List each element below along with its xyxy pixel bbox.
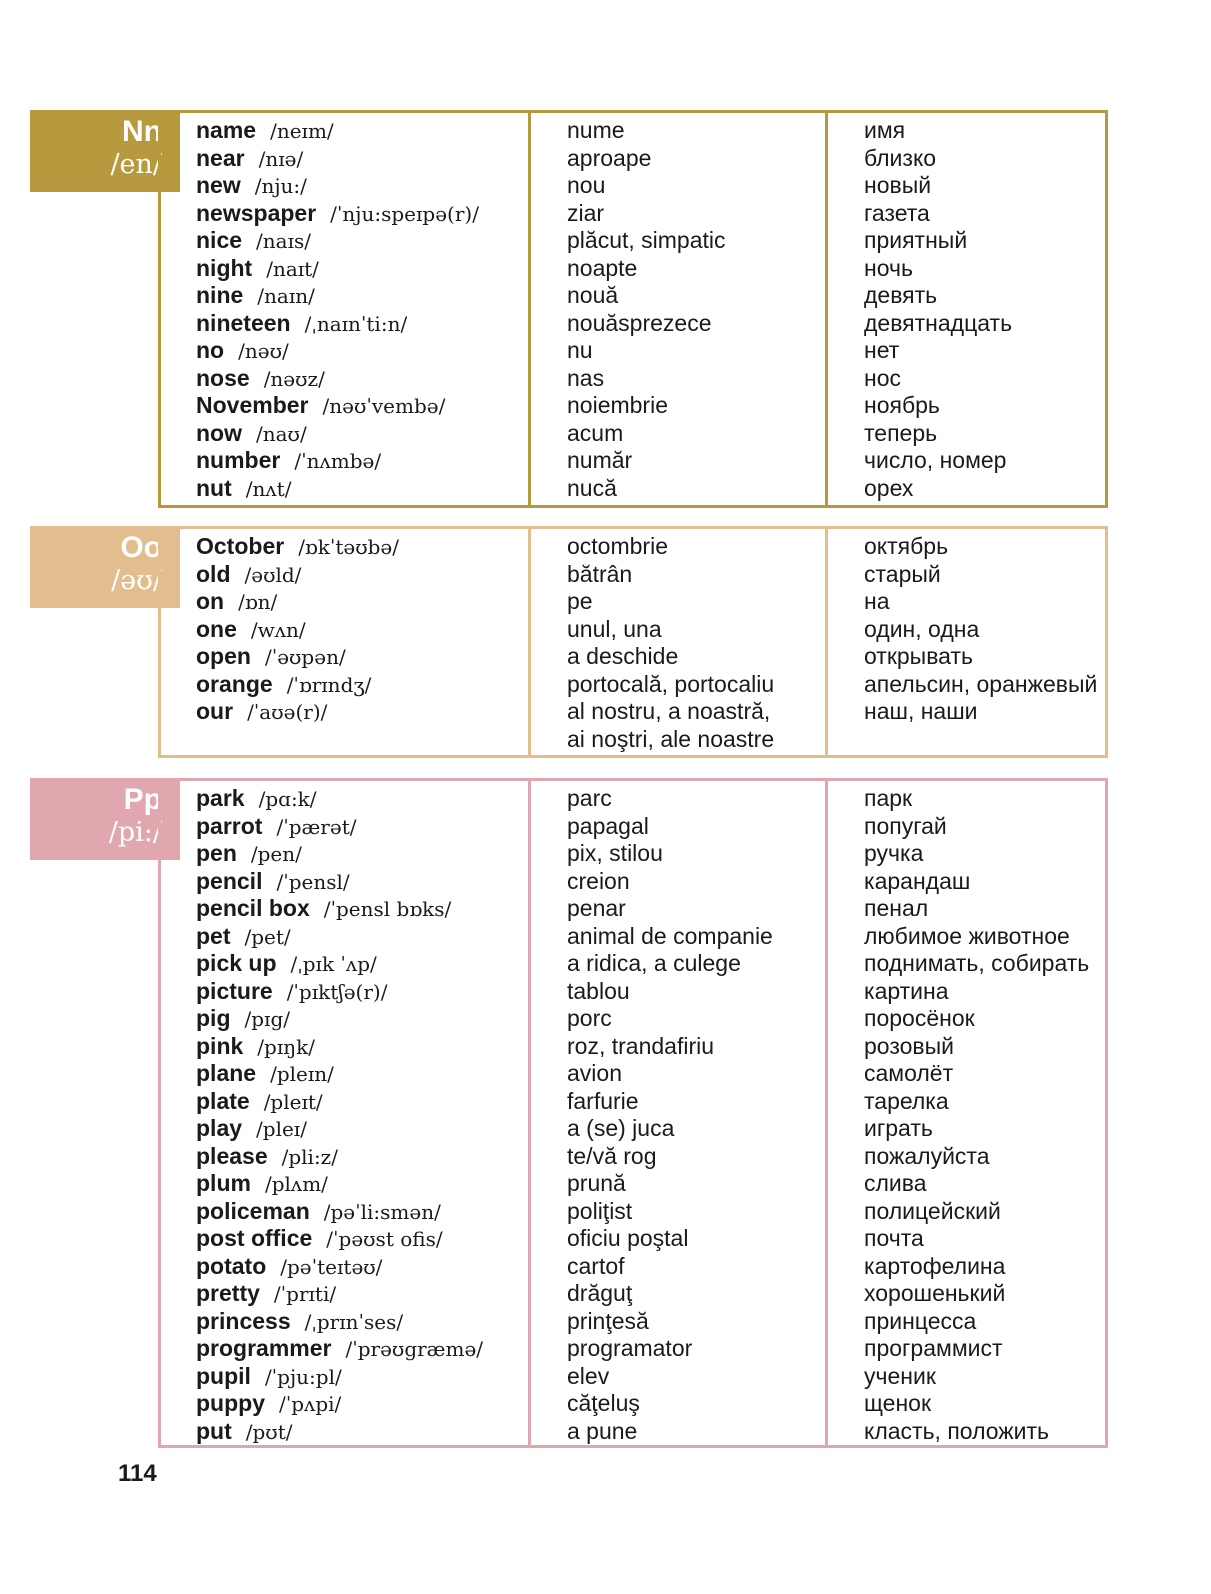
entry-transcription: /nəʊ/: [238, 339, 289, 363]
russian-translation: теперь: [864, 419, 938, 446]
russian-translation: октябрь: [864, 533, 949, 559]
english-entry: [196, 1280, 528, 1308]
russian-translation: принцесса: [864, 1307, 977, 1334]
entry-transcription: /nəʊz/: [263, 366, 325, 391]
english-entry: [196, 1060, 528, 1088]
letter-pronunciation: /en/: [110, 149, 162, 180]
romanian-translation: aproape: [567, 144, 652, 171]
entry-word: plane: [196, 1060, 257, 1086]
letter-pronunciation: /pi:/: [108, 817, 162, 848]
entry-word: programmer: [196, 1335, 332, 1361]
entry-transcription: /ˌnaɪnˈti:n/: [304, 311, 408, 336]
entry-word: put: [196, 1417, 232, 1444]
english-entry: [196, 616, 528, 644]
russian-translation: ручка: [864, 840, 924, 866]
entry-transcription: /pɪg/: [244, 1007, 290, 1031]
romanian-translation: ziar: [567, 199, 605, 226]
entry-transcription: /pet/: [244, 924, 291, 949]
entry-word: pencil: [196, 867, 263, 894]
romanian-translation: creion: [567, 867, 630, 894]
romanian-translation: nume: [567, 117, 625, 143]
entry-word: night: [196, 254, 253, 281]
entry-transcription: /ˈpju:pl/: [264, 1364, 342, 1389]
entry-word: near: [196, 144, 245, 171]
russian-translation: любимое животное: [864, 922, 1070, 949]
entry-transcription: /ˈɒrɪndʒ/: [286, 672, 372, 697]
entry-word: one: [196, 615, 237, 642]
english-entry: [196, 1143, 528, 1171]
entry-word: pretty: [196, 1280, 260, 1306]
entry-transcription: /ˈpəʊst ofis/: [326, 1227, 443, 1251]
entry-word: November: [196, 392, 309, 418]
entry-word: no: [196, 337, 225, 363]
entry-word: please: [196, 1142, 268, 1169]
english-entry: [196, 643, 528, 671]
russian-translation: ученик: [864, 1362, 936, 1389]
english-entry: [196, 1253, 528, 1281]
romanian-translation: a (se) juca: [567, 1115, 675, 1141]
entry-word: puppy: [196, 1390, 265, 1416]
english-entry: [196, 895, 528, 923]
romanian-translation: nouăsprezece: [567, 309, 712, 336]
romanian-translation: cartof: [567, 1252, 625, 1279]
entry-transcription: /pleɪt/: [263, 1089, 323, 1114]
english-entry: [196, 310, 528, 338]
english-entry: [196, 1170, 528, 1198]
russian-translation: почта: [864, 1225, 924, 1251]
entry-word: post office: [196, 1225, 313, 1251]
entry-transcription: /plʌm/: [264, 1172, 328, 1196]
english-entry: [196, 145, 528, 173]
entry-word: nineteen: [196, 309, 291, 336]
romanian-translation: oficiu poştal: [567, 1225, 689, 1251]
english-entry: [196, 1088, 528, 1116]
entry-word: our: [196, 698, 234, 724]
entry-transcription: /ˌpɪk ˈʌp/: [290, 952, 377, 976]
entry-transcription: /pəˈteɪtəʊ/: [280, 1254, 383, 1279]
russian-translation: слива: [864, 1170, 927, 1196]
entry-transcription: /ˈprəʊgræmə/: [345, 1337, 484, 1361]
russian-translation: апельсин, оранжевый: [864, 670, 1098, 697]
russian-translation: ноябрь: [864, 392, 940, 418]
romanian-translation: a ridica, a culege: [567, 950, 741, 976]
english-entry: [196, 785, 528, 813]
english-entry: [196, 1005, 528, 1033]
romanian-translation: poliţist: [567, 1197, 633, 1224]
romanian-translation: nou: [567, 172, 606, 198]
entry-transcription: /ˈpærət/: [276, 814, 357, 839]
entry-word: parrot: [196, 812, 263, 839]
russian-translation: нос: [864, 364, 901, 391]
entry-transcription: /ˈpʌpi/: [279, 1392, 342, 1416]
romanian-translation: al nostru, a noastră,: [567, 698, 771, 724]
romanian-translation: prinţesă: [567, 1307, 649, 1334]
entry-transcription: /nju:/: [254, 174, 307, 198]
entry-transcription: /ˈprɪti/: [273, 1282, 337, 1306]
english-entry: [196, 1115, 528, 1143]
english-entry: [196, 588, 528, 616]
entry-transcription: /ˈnʌmbə/: [294, 449, 382, 473]
romanian-translation: farfurie: [567, 1087, 639, 1114]
russian-translation: пожалуйста: [864, 1142, 990, 1169]
english-entry: [196, 1198, 528, 1226]
romanian-translation: porc: [567, 1005, 612, 1031]
english-entry: [196, 1308, 528, 1336]
english-entry: [196, 1363, 528, 1391]
romanian-translation: număr: [567, 447, 633, 473]
romanian-translation: parc: [567, 785, 612, 811]
entry-transcription: /ˈpɪktʃə(r)/: [286, 979, 388, 1004]
russian-translation: хорошенький: [864, 1280, 1006, 1306]
romanian-column: [528, 781, 825, 1445]
english-entry: [196, 1225, 528, 1253]
english-entry: [196, 1033, 528, 1061]
romanian-translation: papagal: [567, 812, 649, 839]
letter-pronunciation: /əʊ/: [111, 565, 162, 596]
romanian-translation: nouă: [567, 282, 619, 308]
romanian-translation: octombrie: [567, 533, 668, 559]
page-number: 114: [118, 1460, 157, 1487]
entry-word: October: [196, 533, 285, 559]
russian-column: [825, 529, 1105, 755]
entry-transcription: /ˈəʊpən/: [264, 645, 346, 669]
russian-translation: один, одна: [864, 615, 980, 642]
letter-heading: Oo: [120, 531, 162, 564]
romanian-translation: animal de companie: [567, 922, 773, 949]
russian-translation: класть, положить: [864, 1417, 1050, 1444]
english-entry: [196, 978, 528, 1006]
russian-translation: орех: [864, 474, 914, 501]
entry-word: plum: [196, 1170, 251, 1196]
russian-translation: полицейский: [864, 1197, 1001, 1224]
entry-transcription: /nəʊˈvembə/: [322, 394, 446, 418]
entry-transcription: /pəˈli:smən/: [323, 1199, 441, 1224]
russian-translation: попугай: [864, 812, 947, 839]
english-entry: [196, 282, 528, 310]
russian-translation: щенок: [864, 1390, 932, 1416]
entry-transcription: /pʊt/: [245, 1419, 293, 1444]
english-column: [161, 113, 528, 505]
entry-transcription: /əʊld/: [244, 562, 302, 587]
russian-translation: пенал: [864, 895, 929, 921]
romanian-translation: drăguţ: [567, 1280, 633, 1306]
english-entry: [196, 561, 528, 589]
russian-translation: самолёт: [864, 1060, 954, 1086]
romanian-translation: a pune: [567, 1417, 638, 1444]
entry-word: policeman: [196, 1197, 310, 1224]
english-entry: [196, 227, 528, 255]
entry-transcription: /naɪn/: [257, 284, 315, 308]
romanian-translation: elev: [567, 1362, 610, 1389]
russian-translation: поднимать, собирать: [864, 950, 1090, 976]
russian-translation: парк: [864, 785, 913, 811]
romanian-translation: ai noştri, ale noastre: [567, 725, 775, 752]
english-entry: [196, 392, 528, 420]
entry-word: princess: [196, 1307, 291, 1334]
entry-transcription: /nʌt/: [245, 476, 292, 501]
english-entry: [196, 813, 528, 841]
entry-word: name: [196, 117, 257, 143]
entry-word: pink: [196, 1032, 244, 1059]
english-entry: [196, 923, 528, 951]
russian-translation: газета: [864, 199, 930, 226]
entry-word: potato: [196, 1252, 267, 1279]
romanian-translation: tablou: [567, 977, 630, 1004]
letter-heading: Nn: [122, 115, 162, 148]
entry-transcription: /pleɪ/: [256, 1117, 307, 1141]
english-entry: [196, 337, 528, 365]
english-entry: [196, 117, 528, 145]
entry-transcription: /ˈpensl/: [276, 869, 350, 894]
russian-translation: карандаш: [864, 867, 971, 894]
russian-translation: новый: [864, 172, 932, 198]
entry-word: newspaper: [196, 199, 317, 226]
entry-transcription: /ˈnju:speɪpə(r)/: [330, 201, 479, 226]
entry-word: on: [196, 588, 225, 614]
russian-translation: программист: [864, 1335, 1003, 1361]
entry-word: new: [196, 172, 241, 198]
russian-translation: розовый: [864, 1032, 955, 1059]
russian-translation: старый: [864, 560, 941, 587]
entry-transcription: /ˈpensl bɒks/: [323, 897, 452, 921]
romanian-translation: avion: [567, 1060, 622, 1086]
entry-transcription: /ˌprɪnˈses/: [304, 1309, 404, 1334]
entry-word: nice: [196, 227, 243, 253]
entry-transcription: /pen/: [250, 842, 302, 866]
romanian-translation: acum: [567, 419, 624, 446]
russian-translation: наш, наши: [864, 698, 978, 724]
english-column: [161, 781, 528, 1445]
russian-translation: число, номер: [864, 447, 1007, 473]
romanian-translation: noapte: [567, 254, 638, 281]
entry-transcription: /naɪs/: [256, 229, 311, 253]
romanian-column: [528, 113, 825, 505]
entry-word: plate: [196, 1087, 250, 1114]
english-entry: [196, 475, 528, 503]
entry-word: now: [196, 419, 242, 446]
russian-translation: приятный: [864, 227, 968, 253]
english-entry: [196, 533, 528, 561]
english-entry: [196, 172, 528, 200]
entry-word: picture: [196, 977, 273, 1004]
english-entry: [196, 840, 528, 868]
romanian-translation: bătrân: [567, 560, 633, 587]
english-entry: [196, 671, 528, 699]
entry-transcription: /nɪə/: [258, 146, 304, 171]
romanian-translation: noiembrie: [567, 392, 668, 418]
english-entry: [196, 698, 528, 726]
english-entry: [196, 950, 528, 978]
russian-translation: девятнадцать: [864, 309, 1013, 336]
entry-word: orange: [196, 670, 273, 697]
word-table-n: [158, 110, 1108, 508]
entry-transcription: /pli:z/: [281, 1144, 338, 1169]
entry-word: pupil: [196, 1362, 251, 1389]
word-table-o: [158, 526, 1108, 758]
entry-transcription: /pɑ:k/: [258, 787, 317, 811]
russian-translation: картофелина: [864, 1252, 1006, 1279]
russian-translation: играть: [864, 1115, 933, 1141]
entry-transcription: /wʌn/: [250, 617, 306, 642]
romanian-translation: pe: [567, 588, 593, 614]
romanian-translation: nas: [567, 364, 605, 391]
russian-column: [825, 113, 1105, 505]
english-entry: [196, 868, 528, 896]
entry-word: open: [196, 643, 251, 669]
russian-translation: ночь: [864, 254, 913, 281]
english-entry: [196, 420, 528, 448]
english-entry: [196, 447, 528, 475]
romanian-translation: nu: [567, 337, 593, 363]
romanian-translation: unul, una: [567, 615, 662, 642]
entry-word: pencil box: [196, 895, 310, 921]
russian-translation: картина: [864, 977, 949, 1004]
english-entry: [196, 1390, 528, 1418]
russian-translation: поросёнок: [864, 1005, 975, 1031]
entry-transcription: /ˈaʊə(r)/: [247, 700, 328, 724]
romanian-translation: portocală, portocaliu: [567, 670, 775, 697]
entry-word: pet: [196, 922, 231, 949]
entry-word: pig: [196, 1005, 231, 1031]
entry-transcription: /pɪŋk/: [257, 1034, 315, 1059]
romanian-translation: căţeluş: [567, 1390, 640, 1416]
entry-word: old: [196, 560, 231, 587]
entry-transcription: /ɒn/: [238, 590, 278, 614]
romanian-translation: pix, stilou: [567, 840, 663, 866]
romanian-translation: nucă: [567, 474, 617, 501]
english-entry: [196, 1418, 528, 1446]
entry-word: number: [196, 447, 281, 473]
entry-transcription: /neɪm/: [270, 119, 334, 143]
romanian-translation: programator: [567, 1335, 693, 1361]
letter-heading: Pp: [123, 783, 162, 816]
entry-word: play: [196, 1115, 243, 1141]
romanian-translation: a deschide: [567, 643, 679, 669]
russian-translation: тарелка: [864, 1087, 949, 1114]
entry-word: nine: [196, 282, 244, 308]
romanian-translation: roz, trandafiriu: [567, 1032, 715, 1059]
russian-translation: на: [864, 588, 890, 614]
english-entry: [196, 1335, 528, 1363]
romanian-translation: te/vă rog: [567, 1142, 657, 1169]
english-column: [161, 529, 528, 755]
entry-word: nose: [196, 364, 250, 391]
entry-word: pick up: [196, 950, 277, 976]
russian-translation: имя: [864, 117, 906, 143]
english-entry: [196, 365, 528, 393]
entry-word: pen: [196, 840, 237, 866]
russian-translation: открывать: [864, 643, 973, 669]
russian-translation: девять: [864, 282, 938, 308]
entry-transcription: /naʊ/: [256, 421, 307, 446]
entry-transcription: /pleɪn/: [270, 1062, 334, 1086]
romanian-translation: penar: [567, 895, 626, 921]
entry-transcription: /naɪt/: [266, 256, 319, 281]
russian-translation: нет: [864, 337, 900, 363]
entry-transcription: /ɒkˈtəʊbə/: [298, 535, 399, 559]
entry-word: nut: [196, 474, 232, 501]
entry-word: park: [196, 785, 245, 811]
word-table-p: [158, 778, 1108, 1448]
english-entry: [196, 200, 528, 228]
english-entry: [196, 255, 528, 283]
romanian-column: [528, 529, 825, 755]
russian-translation: близко: [864, 144, 937, 171]
romanian-translation: prună: [567, 1170, 626, 1196]
russian-column: [825, 781, 1105, 1445]
romanian-translation: plăcut, simpatic: [567, 227, 726, 253]
